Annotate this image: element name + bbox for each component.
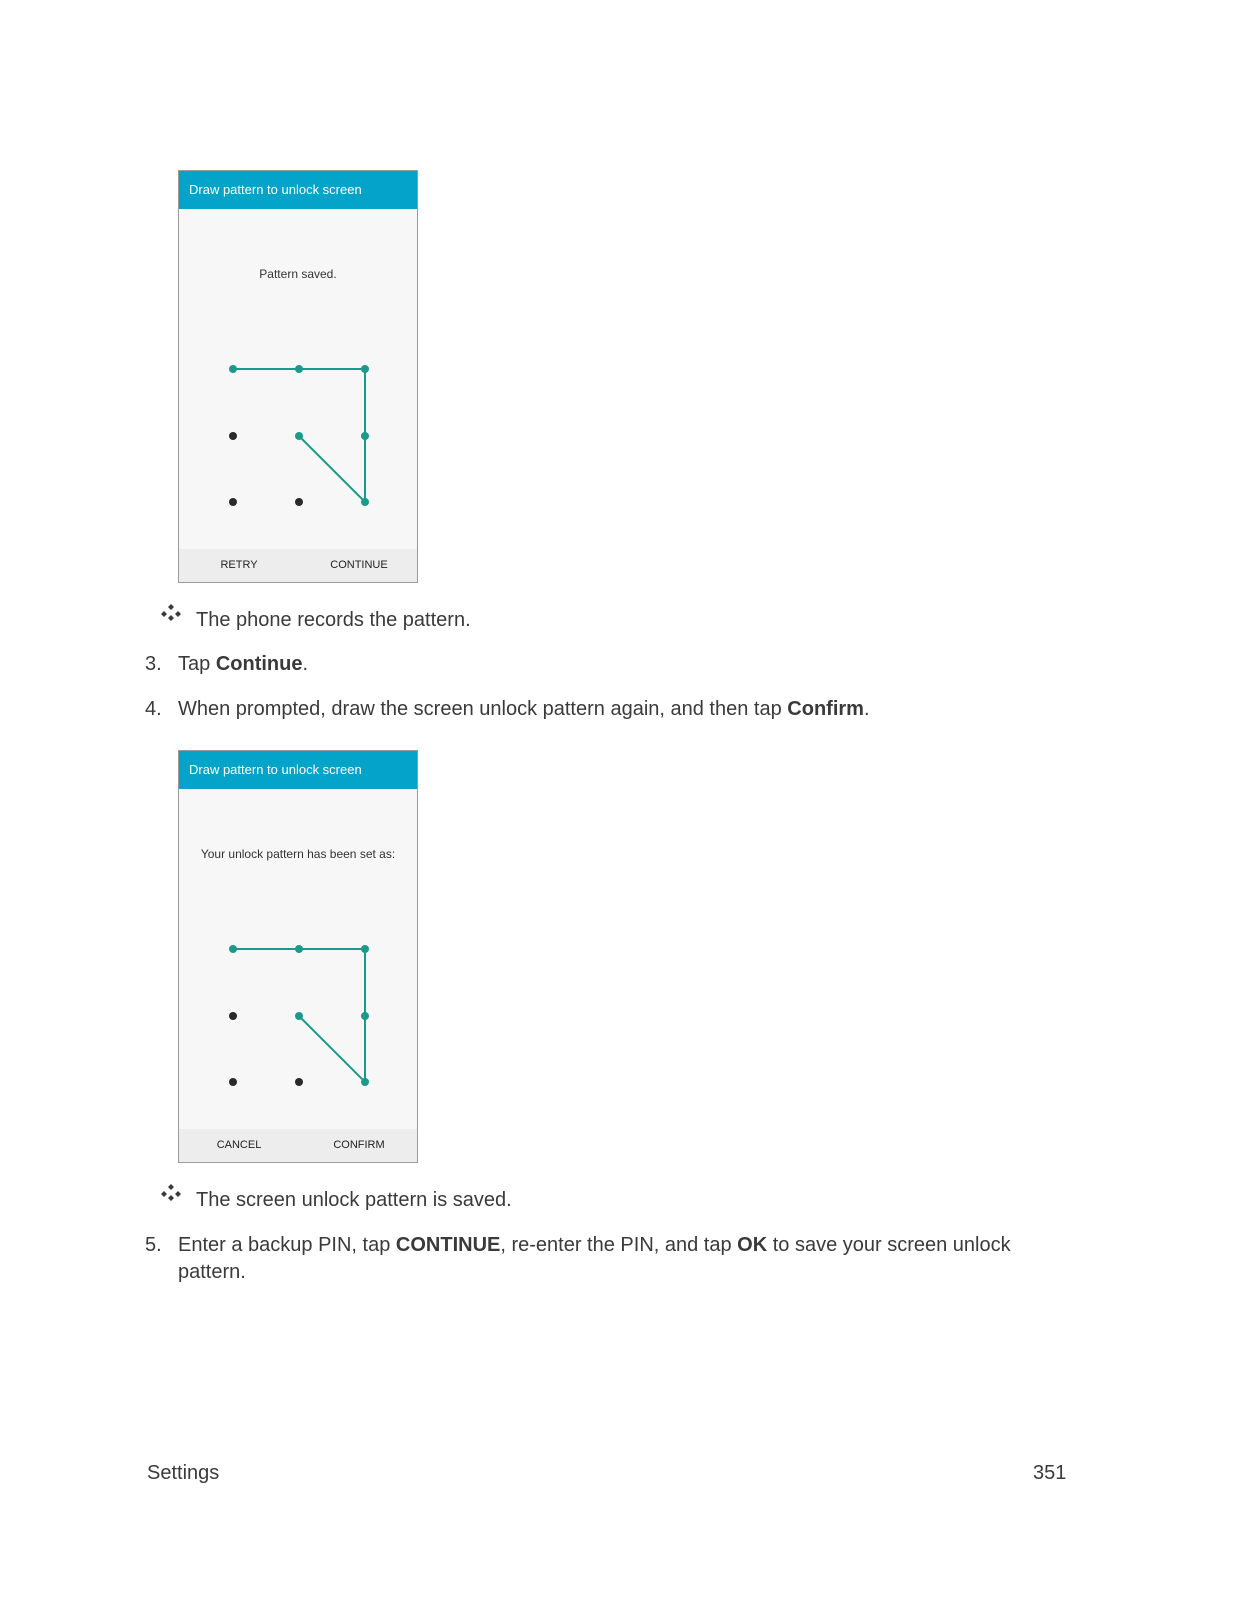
button-bar [179, 549, 417, 582]
pattern-dot [229, 432, 237, 440]
pattern-dot [229, 1012, 237, 1020]
step-text: Tap Continue. [178, 653, 309, 675]
pattern-dot [295, 1012, 303, 1020]
pattern-dot [229, 945, 237, 953]
step-text: When prompted, draw the screen unlock pattern again, and then tap Confirm. [178, 698, 870, 720]
step-number: 5. [145, 1234, 162, 1256]
button-bar [179, 1129, 417, 1162]
diamond-bullet-icon [160, 1182, 182, 1204]
bullet-text: The phone records the pattern. [196, 609, 471, 631]
pattern-dot [295, 498, 303, 506]
continue-button[interactable]: CONTINUE [330, 559, 388, 571]
pattern-dot [361, 498, 369, 506]
step-number: 3. [145, 653, 162, 675]
pattern-dot [229, 1078, 237, 1086]
pattern-dot [295, 945, 303, 953]
pattern-dot [361, 365, 369, 373]
pattern-dot [361, 945, 369, 953]
page-number: 351 [1033, 1462, 1067, 1484]
screenshot-pattern-confirm [178, 750, 418, 1163]
status-message: Your unlock pattern has been set as: [200, 847, 396, 861]
status-message: Pattern saved. [259, 267, 337, 281]
pattern-dot [295, 432, 303, 440]
screen-title: Draw pattern to unlock screen [179, 171, 417, 209]
cancel-button[interactable]: CANCEL [216, 1139, 262, 1151]
diamond-bullet-icon [160, 602, 182, 624]
step-number: 4. [145, 698, 162, 720]
pattern-dot [295, 1078, 303, 1086]
unlock-pattern-grid [179, 171, 419, 584]
screen-title: Draw pattern to unlock screen [179, 751, 417, 789]
pattern-dot [295, 365, 303, 373]
step-text: Enter a backup PIN, tap CONTINUE, re-enter the PIN, and tap OK to save your screen unlock pattern. [178, 1234, 1011, 1283]
confirm-button[interactable]: CONFIRM [333, 1139, 385, 1151]
pattern-dot [361, 1012, 369, 1020]
footer-section-name: Settings [147, 1462, 220, 1484]
pattern-dot [361, 432, 369, 440]
pattern-dot [229, 498, 237, 506]
screenshot-pattern-saved [178, 170, 418, 583]
pattern-dot [361, 1078, 369, 1086]
unlock-pattern-grid [179, 751, 419, 1164]
pattern-dot [229, 365, 237, 373]
bullet-text: The screen unlock pattern is saved. [196, 1189, 512, 1211]
retry-button[interactable]: RETRY [220, 559, 258, 571]
